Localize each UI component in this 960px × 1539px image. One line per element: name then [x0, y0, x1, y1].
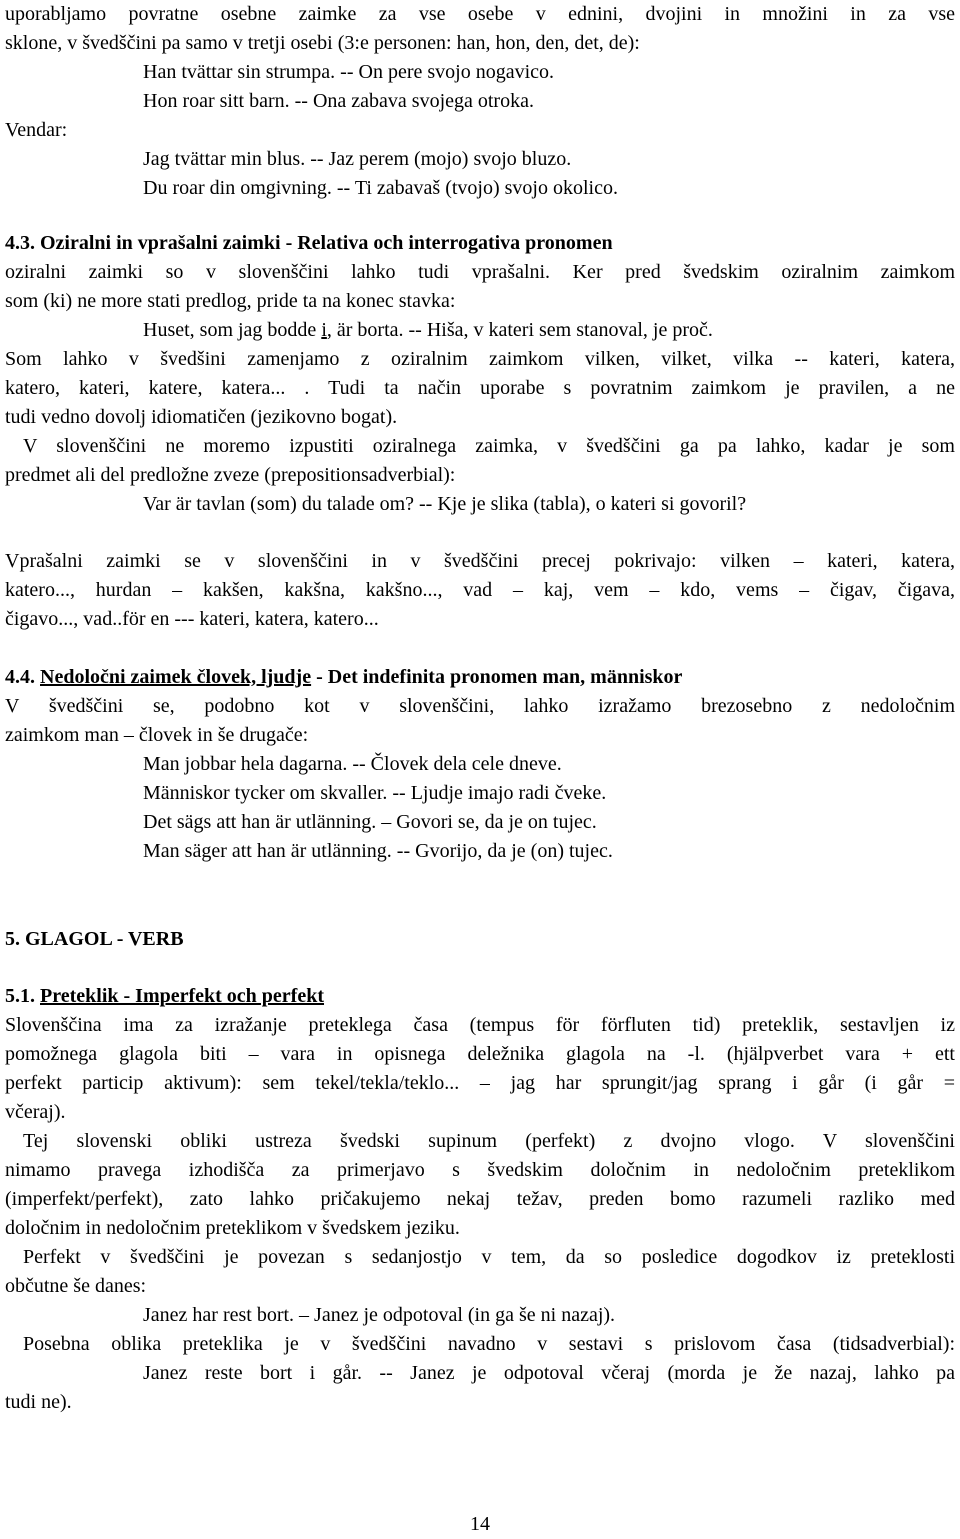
example-line: Man jobbar hela dagarna. -- Človek dela cele dneve. — [143, 753, 562, 775]
text-line: oziralni zaimki so v slovenščini lahko tudi vprašalni. Ker pred švedskim oziralnim zaimkom — [5, 261, 955, 283]
text-line: čigavo..., vad..för en --- kateri, katera, katero... — [5, 608, 379, 630]
section-heading-4-4 — [5, 663, 955, 692]
heading-title: Preteklik - Imperfekt och perfekt — [40, 985, 325, 1007]
underlined-word: i — [321, 319, 327, 341]
text-line: som (ki) ne more stati predlog, pride ta na konec stavka: — [5, 290, 456, 312]
heading-number: 5.1. — [5, 985, 35, 1007]
example-line: Hon roar sitt barn. -- Ona zabava svojega otroka. — [143, 90, 534, 112]
text-line: Som lahko v švedšini zamenjamo z oziralnim zaimkom vilken, vilket, vilka -- kateri, katera, — [5, 348, 955, 370]
text-line: katero..., hurdan – kakšen, kakšna, kakšno..., vad – kaj, vem – kdo, vems – čigav, čigava, — [5, 579, 955, 601]
text-line: Vendar: — [5, 119, 68, 141]
text-line: včeraj). — [5, 1101, 66, 1123]
example-text: , är borta. -- Hiša, v kateri sem stanoval, je proč. — [326, 319, 713, 341]
example-line: Det sägs att han är utlänning. – Govori se, da je on tujec. — [143, 811, 597, 833]
text-line: pomožnega glagola biti – vara in opisnega deležnika glagola na -l. (hjälpverbet vara + ett — [5, 1043, 955, 1065]
text-line: V švedščini se, podobno kot v slovenščini, lahko izražamo brezosebno z nedoločnim — [5, 695, 955, 717]
text-line: perfekt particip aktivum): sem tekel/tekla/teklo... – jag har sprungit/jag sprang i går (i går = — [5, 1072, 955, 1094]
heading-title: Oziralni in vprašalni zaimki - Relativa och interrogativa pronomen — [40, 232, 613, 254]
heading-subtitle: - Det indefinita pronomen man, människor — [311, 666, 683, 688]
heading-number: 4.3. — [5, 232, 35, 254]
text-line: tudi ne). — [5, 1391, 72, 1413]
chapter-heading-5: 5. GLAGOL - VERB — [5, 928, 184, 950]
text-line: V slovenščini ne moremo izpustiti oziralnega zaimka, v švedščini ga pa lahko, kadar je som — [23, 435, 955, 457]
heading-title: Nedoločni zaimek človek, ljudje — [40, 666, 312, 688]
text-line: občutne še danes: — [5, 1275, 147, 1297]
text-line: zaimkom man – človek in še drugače: — [5, 724, 309, 746]
example-line: Människor tycker om skvaller. -- Ljudje imajo radi čveke. — [143, 782, 607, 804]
example-line: Janez reste bort i går. -- Janez je odpotoval včeraj (morda je že nazaj, lahko pa — [143, 1362, 955, 1384]
text-line: Tej slovenski obliki ustreza švedski supinum (perfekt) z dvojno vlogo. V slovenščini — [23, 1130, 955, 1152]
example-line: Han tvättar sin strumpa. -- On pere svojo nogavico. — [143, 61, 555, 83]
example-line: Janez har rest bort. – Janez je odpotoval (in ga še ni nazaj). — [143, 1304, 616, 1326]
text-line: Perfekt v švedščini je povezan s sedanjostjo v tem, da so posledice dogodkov iz preteklosti — [23, 1246, 955, 1268]
text-line: (imperfekt/perfekt), zato lahko pričakujemo nekaj težav, preden bomo razumeli razliko med — [5, 1188, 955, 1210]
text-line: Slovenščina ima za izražanje preteklega časa (tempus för förfluten tid) preteklik, sestavljen iz — [5, 1014, 955, 1036]
heading-number: 4.4. — [5, 666, 35, 688]
example-line: Man säger att han är utlänning. -- Gvorijo, da je (on) tujec. — [143, 840, 613, 862]
text-line: nimamo pravega izhodišča za primerjavo s švedskim določnim in nedoločnim preteklikom — [5, 1159, 955, 1181]
example-line: Var är tavlan (som) du talade om? -- Kje je slika (tabla), o kateri si govoril? — [143, 493, 747, 515]
section-heading-4-3 — [5, 229, 955, 258]
text-line: sklone, v švedščini pa samo v tretji osebi (3:e personen: han, hon, den, det, de): — [5, 32, 640, 54]
text-line: uporabljamo povratne osebne zaimke za vse osebe v ednini, dvojini in množini in za vse — [5, 3, 955, 25]
example-line — [5, 316, 955, 345]
text-line: predmet ali del predložne zveze (prepositionsadverbial): — [5, 464, 456, 486]
example-line: Du roar din omgivning. -- Ti zabavaš (tvojo) svojo okolico. — [143, 177, 618, 199]
text-line: katero, kateri, katere, katera... . Tudi ta način uporabe s povratnim zaimkom je pravilen, a ne — [5, 377, 955, 399]
example-text: Huset, som jag bodde — [143, 319, 322, 341]
section-heading-5-1 — [5, 982, 955, 1011]
text-line: določnim in nedoločnim preteklikom v švedskem jeziku. — [5, 1217, 460, 1239]
text-line: tudi vedno dovolj idiomatičen (jezikovno bogat). — [5, 406, 398, 428]
text-line: Vprašalni zaimki se v slovenščini in v švedščini precej pokrivajo: vilken – kateri, katera, — [5, 550, 955, 572]
example-line: Jag tvättar min blus. -- Jaz perem (mojo) svojo bluzo. — [143, 148, 572, 170]
text-line: Posebna oblika preteklika je v švedščini navadno v sestavi s prislovom časa (tidsadverbial): — [23, 1333, 955, 1355]
page-number: 14 — [470, 1513, 490, 1535]
